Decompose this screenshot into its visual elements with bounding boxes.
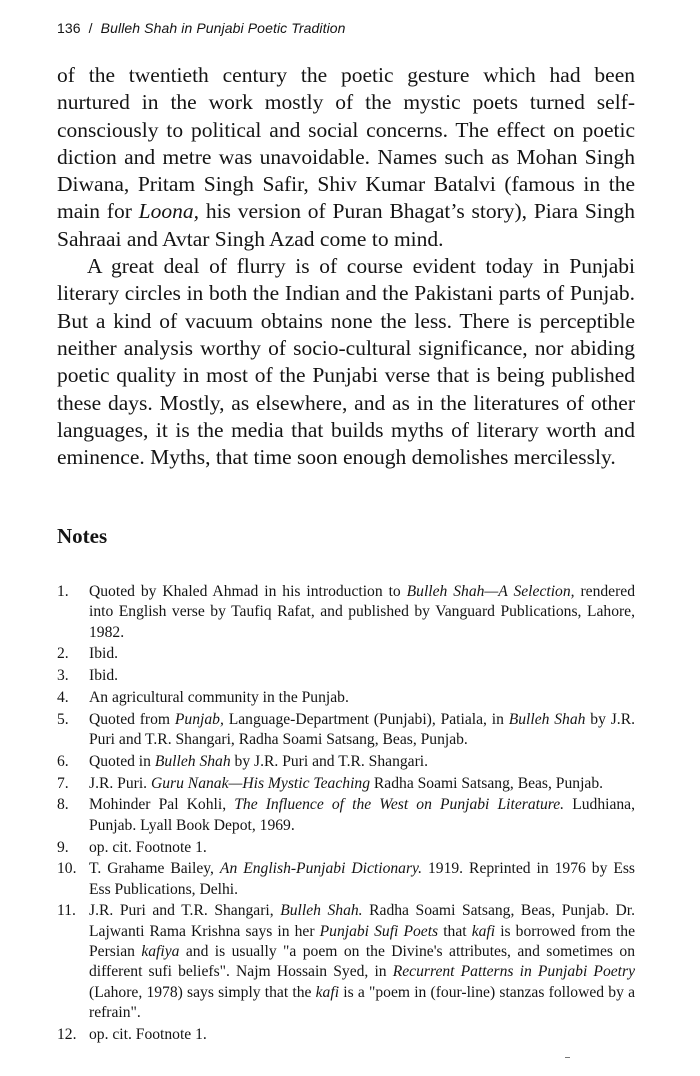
note-text-segment: 1919. Reprinted in 1976 by Ess Ess Publications, Delhi. [89, 860, 635, 898]
note-number: 1. [57, 583, 69, 600]
main-text [57, 62, 635, 471]
note-text [89, 645, 118, 662]
note-item [57, 1025, 635, 1045]
note-italic-text: kafi [315, 983, 340, 1001]
note-italic-text: Punjab, [174, 710, 224, 728]
note-text-segment: Ludhiana, Punjab. Lyall Book Depot, 1969. [89, 796, 635, 834]
paragraph-1-text: of the twentieth century the poetic gesture which had been nurtured in the work mostly of the mystic poets turned self-consciously to political and social concerns. The effect on poetic diction and metre was unavoidable. Names such as Mohan Singh Diwana, Pritam Singh Safir, Shiv Kumar Batalvi (famous in the main for [57, 63, 635, 224]
note-item [57, 901, 635, 1023]
note-text [89, 583, 635, 641]
note-text-segment: An agricultural community in the Punjab. [89, 688, 349, 706]
note-number: 5. [57, 710, 69, 728]
running-head [57, 20, 346, 36]
note-number: 6. [57, 752, 69, 770]
note-text-segment: Quoted in [89, 752, 155, 770]
note-italic-text: An English-Punjabi Dictionary. [219, 860, 423, 878]
note-number: 10. [57, 860, 77, 878]
note-text-segment: by J.R. Puri and T.R. Shangari. [230, 752, 429, 770]
book-title: Bulleh Shah in Punjabi Poetic Tradition [100, 20, 346, 36]
note-text-segment: is borrowed from the Persian [89, 922, 635, 961]
note-item [57, 710, 635, 751]
note-text [89, 796, 635, 833]
note-text-segment: Quoted from [89, 710, 175, 728]
paragraph-1-rest: his version of Puran Bhagat’s story), Piara Singh Sahraai and Avtar Singh Azad come to mind. [57, 199, 635, 251]
note-number: 7. [57, 774, 69, 792]
note-text-segment: (Lahore, 1978) says simply that the [89, 983, 316, 1001]
note-text [89, 689, 349, 706]
note-text-segment: Mohinder Pal Kohli, [89, 796, 235, 814]
note-text-segment: op. cit. Footnote 1. [89, 1025, 207, 1043]
note-italic-text: Guru Nanak—His Mystic Teaching [150, 774, 370, 792]
note-italic-text: Punjabi Sufi Poets [319, 922, 439, 940]
note-text-segment: Ibid. [89, 667, 119, 685]
note-text-segment: that [438, 922, 472, 940]
paragraph-2: A great deal of flurry is of course evident today in Punjabi literary circles in both the Indian and the Pakistani parts of Punjab. But a kind of vacuum obtains none the less. There is perceptible neither analysis worthy of socio-cultural significance, nor abiding poetic quality in most of the Punjabi verse that is being published these days. Mostly, as elsewhere, and as in the literatures of other languages, it is the media that builds myths of literary worth and eminence. Myths, that time soon enough demolishes mercilessly. [57, 254, 635, 470]
note-number: 2. [57, 645, 69, 663]
note-text-segment: rendered into English verse by Taufiq Rafat, and published by Vanguard Publications, Lahore, 1982. [89, 583, 635, 641]
note-item [57, 859, 635, 900]
note-text [89, 775, 603, 792]
header-separator: / [88, 20, 93, 36]
note-text-segment: Language-Department (Punjabi), Patiala, in [223, 710, 509, 728]
note-number: 8. [57, 796, 69, 814]
note-text [89, 902, 635, 1020]
note-text-segment: Radha Soami Satsang, Beas, Punjab. Dr. Lajwanti Rama Krishna says in her [89, 902, 635, 940]
page-number: 136 [57, 20, 81, 36]
note-number: 12. [57, 1025, 77, 1043]
note-text [89, 860, 635, 897]
note-text-segment: and is usually "a poem on the Divine's attributes, and sometimes on different sufi beliefs". Najm Hossain Syed, in [89, 943, 635, 981]
note-text-segment: Ibid. [89, 645, 119, 663]
note-text [89, 1026, 207, 1043]
note-italic-text: kafiya [141, 943, 180, 961]
note-text [89, 753, 428, 770]
note-text-segment: Radha Soami Satsang, Beas, Punjab. [370, 774, 604, 792]
note-italic-text: The Influence of the West on Punjabi Literature. [234, 796, 565, 814]
notes-heading: Notes [57, 524, 108, 548]
note-text [89, 667, 118, 684]
note-italic-text: Bulleh Shah [154, 752, 231, 770]
note-text-segment: T. Grahame Bailey, [89, 860, 220, 878]
note-italic-text: Bulleh Shah—A Selection, [406, 583, 575, 600]
note-number: 3. [57, 667, 69, 685]
note-text-segment: op. cit. Footnote 1. [89, 838, 207, 856]
note-item [57, 752, 635, 772]
note-text-segment: by J.R. Puri and T.R. Shangari, Radha Soami Satsang, Beas, Punjab. [89, 710, 635, 749]
paragraph-1 [57, 62, 635, 253]
note-item [57, 688, 635, 708]
note-text-segment: is a "poem in (four-line) stanzas followed by a refrain". [89, 983, 635, 1021]
note-number: 11. [57, 902, 76, 920]
note-text [89, 711, 635, 748]
note-text-segment: J.R. Puri and T.R. Shangari, [89, 902, 281, 920]
note-item [57, 644, 635, 664]
note-italic-text: kafi [471, 922, 496, 940]
note-number: 9. [57, 838, 69, 856]
paragraph-1-italic: Loona, [138, 199, 200, 224]
note-item [57, 774, 635, 794]
note-italic-text: Bulleh Shah [508, 710, 586, 728]
stray-mark [565, 1057, 570, 1058]
notes-list [57, 582, 635, 1047]
note-italic-text: Bulleh Shah. [280, 902, 363, 920]
note-text-segment: Quoted by Khaled Ahmad in his introduction to [89, 583, 407, 600]
note-item [57, 795, 635, 836]
note-number: 4. [57, 688, 69, 706]
note-italic-text: Recurrent Patterns in Punjabi Poetry [392, 963, 635, 981]
note-text [89, 839, 207, 856]
note-item [57, 582, 635, 643]
note-text-segment: J.R. Puri. [89, 774, 151, 792]
note-item [57, 666, 635, 686]
note-item [57, 838, 635, 858]
